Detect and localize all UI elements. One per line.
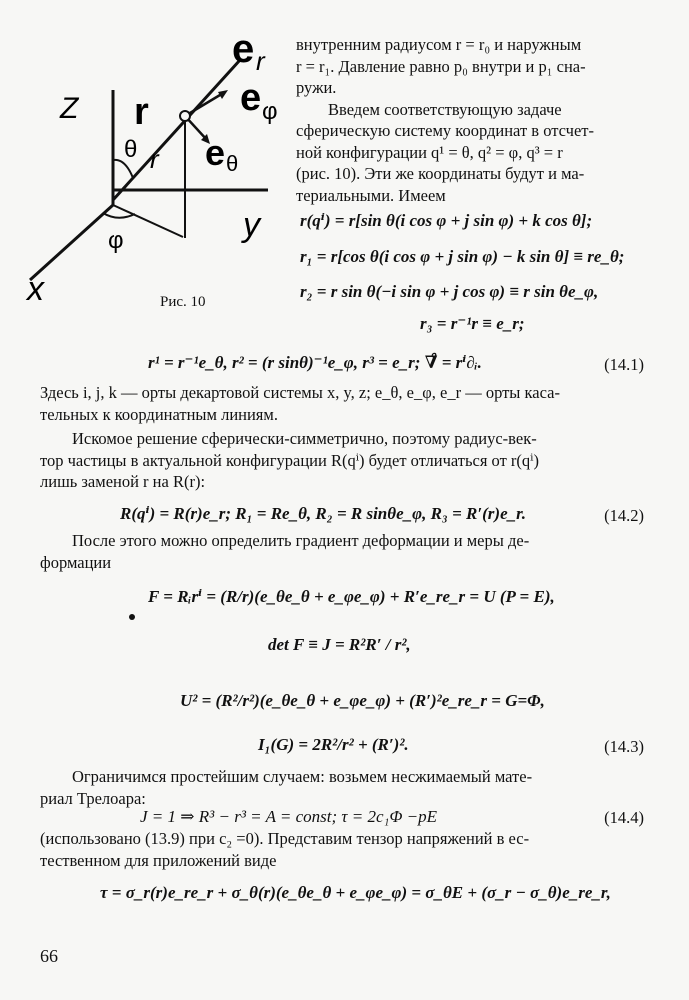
ink-dot xyxy=(129,614,135,620)
equation-number-14-4: (14.4) xyxy=(604,808,644,827)
e-theta-subscript: θ xyxy=(226,151,239,176)
text-line: формации xyxy=(40,552,112,572)
equation-number-14-3: (14.3) xyxy=(604,737,644,756)
equation-14-1: r¹ = r⁻¹e_θ, r² = (r sinθ)⁻¹e_φ, r³ = e_r; ∇̊ = rⁱ∂ᵢ. xyxy=(148,353,482,372)
y-label: y xyxy=(243,206,260,244)
paragraph-solution xyxy=(40,428,648,493)
equation-number-14-2: (14.2) xyxy=(604,506,644,525)
e-phi-subscript: φ xyxy=(262,98,278,125)
text-line: Ограничимся простейшим случаем: возьмем несжимаемый мате- xyxy=(72,767,533,786)
equation-det-F: det F ≡ J = R²R′ / r², xyxy=(268,635,411,654)
e-theta-label: e xyxy=(205,132,226,173)
text-line: Здесь i, j, k — орты декартовой системы x, y, z; e_θ, e_φ, e_r — орты каса- xyxy=(40,383,560,402)
r-label: r xyxy=(150,144,159,174)
text-line: тественном для приложений виде xyxy=(40,850,277,870)
text-line: ной конфигурации q¹ = θ, q² = φ, q³ = r xyxy=(296,142,563,162)
equation-r2: r₂ = r sin θ(−i sin φ + j cos φ) ≡ r sin θe_φ, xyxy=(300,282,599,301)
equation-14-4: J = 1 ⇒ R³ − r³ = A = const; τ = 2c₁Φ −pE xyxy=(140,807,437,826)
text-line: лишь заменой r на R(r): xyxy=(40,472,206,491)
equation-U2: U² = (R²/r²)(e_θe_θ + e_φe_φ) + (R′)²e_re_r = G=Φ, xyxy=(180,691,545,710)
text-line: ружи. xyxy=(296,78,337,97)
e-phi-label: e xyxy=(240,77,262,119)
equation-number-14-1: (14.1) xyxy=(604,355,644,374)
text-line: риал Трелоара: xyxy=(40,788,146,808)
z-label: Z xyxy=(60,92,79,125)
spherical-coordinates-figure xyxy=(0,0,300,320)
equation-r1: r₁ = r[cos θ(i cos φ + j sin φ) − k sin θ] ≡ re_θ; xyxy=(300,247,625,266)
theta-label: θ xyxy=(124,136,138,163)
equation-14-2: R(qⁱ) = R(r)e_r; R₁ = Re_θ, R₂ = R sinθe_φ, R₃ = R′(r)e_r. xyxy=(120,504,527,523)
point-marker xyxy=(180,111,190,121)
x-label: x xyxy=(27,270,44,308)
text-line: (использовано (13.9) при c₂ =0). Представим тензор напряжений в ес- xyxy=(40,829,530,848)
e-r-label: e xyxy=(232,27,255,71)
equation-r-q: r(qⁱ) = r[sin θ(i cos φ + j sin φ) + k cos θ]; xyxy=(300,211,593,230)
e-r-subscript: r xyxy=(256,46,265,76)
equation-F: F = Rᵢrⁱ = (R/r)(e_θe_θ + e_φe_φ) + R′e_re_r = U (P = E), xyxy=(148,587,555,606)
text-line: внутренним радиусом r = r₀ и наружным xyxy=(296,35,582,54)
r-vector-label: r xyxy=(134,91,149,133)
paragraph-gradient xyxy=(40,530,648,573)
paragraph-stress xyxy=(40,828,648,871)
text-line: тельных к координатным линиям. xyxy=(40,404,278,424)
page-number: 66 xyxy=(40,946,58,966)
right-column xyxy=(296,34,648,206)
phi-label: φ xyxy=(108,227,124,254)
text-line: Искомое решение сферически-симметрично, поэтому радиус-век- xyxy=(72,429,537,448)
text-line: (рис. 10). Эти же координаты будут и ма- xyxy=(296,164,585,183)
e-phi-arrow xyxy=(185,92,225,116)
text-line: териальными. Имеем xyxy=(296,185,446,205)
text-line: Введем соответствующую задаче xyxy=(328,99,562,119)
paragraph-treloar xyxy=(40,766,648,809)
text-line: r = r₁. Давление равно p₀ внутри и p₁ сна- xyxy=(296,56,586,76)
equation-I1: I₁(G) = 2R²/r² + (R′)². xyxy=(258,735,409,754)
equation-r3: r₃ = r⁻¹r ≡ e_r; xyxy=(420,314,525,333)
paragraph-basis xyxy=(40,382,648,425)
text-line: сферическую систему координат в отсчет- xyxy=(296,121,594,140)
figure-caption: Рис. 10 xyxy=(160,294,206,310)
radius-vector xyxy=(113,60,240,200)
x-axis xyxy=(30,205,113,280)
equation-tau: τ = σ_r(r)e_re_r + σ_θ(r)(e_θe_θ + e_φe_φ) = σ_θE + (σ_r − σ_θ)e_re_r, xyxy=(100,883,611,902)
text-line: тор частицы в актуальной конфигурации R(qⁱ) будет отличаться от r(qⁱ) xyxy=(40,450,539,470)
text-line: После этого можно определить градиент деформации и меры де- xyxy=(72,531,530,550)
